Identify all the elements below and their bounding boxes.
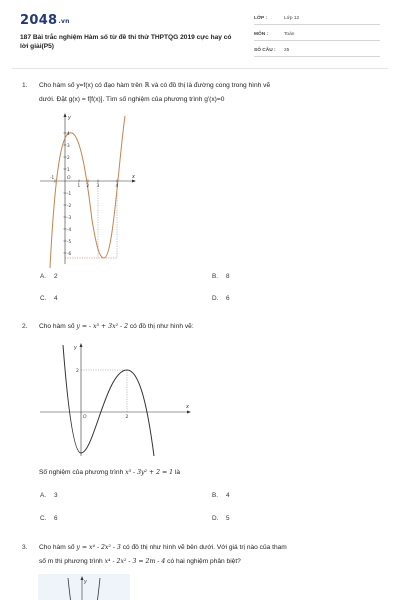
question-1-text-line-2: dưới. Đặt g(x) = f[f(x)]. Tìm số nghiệm của phương trình g'(x)=0 [39, 96, 225, 103]
meta-label: MÔN : [254, 32, 269, 37]
question-2-prompt-formula: x³ - 3y² + 2 = 1 [125, 469, 174, 476]
meta-value: 25 [284, 48, 290, 53]
x-tick-label: 4 [115, 183, 119, 188]
y-tick-label: 2 [76, 369, 79, 374]
question-2-option-d[interactable]: 5 [226, 515, 230, 522]
question-2-graph [36, 340, 196, 460]
meta-value: Lớp 12 [284, 16, 300, 21]
meta-row-subject [254, 29, 380, 41]
question-2-option-a[interactable]: 3 [54, 492, 58, 499]
question-3-line2-post: có hai nghiệm phân biệt? [165, 558, 241, 565]
y-tick-label: 1 [67, 167, 70, 172]
question-2-text-pre: Cho hàm số [39, 323, 77, 330]
meta-value: Toán [284, 32, 295, 37]
question-1-option-d[interactable]: 6 [226, 295, 230, 302]
question-2-option-c[interactable]: 6 [54, 515, 58, 522]
y-tick-label: -5 [67, 239, 72, 244]
x-axis-label: x [186, 404, 189, 410]
site-logo[interactable] [20, 13, 70, 28]
question-3-line2-pre: số m thì phương trình [39, 558, 105, 565]
question-3-number: 3. [22, 544, 28, 551]
meta-row-count [254, 45, 380, 57]
question-1-option-a[interactable]: 2 [54, 273, 58, 280]
question-2-prompt [39, 466, 180, 479]
logo-text: 2048 [20, 13, 58, 28]
question-2-text-post: có đồ thị như hình vẽ: [128, 323, 194, 330]
x-axis-arrow [187, 411, 191, 414]
question-1-option-c[interactable]: 4 [54, 295, 58, 302]
y-axis-arrow [80, 343, 83, 347]
y-tick-label: 2 [67, 155, 70, 160]
y-tick-label: 3 [67, 143, 70, 148]
function-curve [50, 116, 125, 268]
meta-label: SỐ CÂU : [254, 48, 276, 53]
question-3-text-line-1 [39, 541, 287, 554]
y-axis-arrow [64, 113, 67, 117]
header-divider [12, 68, 388, 69]
x-tick-label: 2 [125, 415, 129, 420]
x-axis-label: x [132, 174, 135, 180]
question-1-text-line-1: Cho hàm số y=f(x) có đạo hàm trên ℝ và có đồ thị là đường cong trong hình vẽ [39, 82, 271, 89]
x-tick-label: 2 [86, 183, 90, 188]
question-2-prompt-post: là [173, 469, 181, 476]
question-3-text-line-2 [39, 555, 241, 568]
question-2-option-d-letter: D. [212, 515, 219, 522]
x-tick-label: 3 [96, 183, 100, 188]
y-tick-label: -1 [67, 191, 72, 196]
question-1-option-b[interactable]: 8 [226, 273, 230, 280]
question-2-option-c-letter: C. [40, 515, 47, 522]
question-2-option-b-letter: B. [212, 492, 219, 499]
question-1-number: 1. [22, 82, 28, 89]
question-2-number: 2. [22, 323, 28, 330]
y-tick-label: -4 [67, 227, 72, 232]
question-3-text-mid: có đồ thị như hình vẽ bên dưới. Với giá trị nào của tham [120, 544, 287, 551]
question-3-graph [38, 574, 138, 600]
question-2-formula: y = - x³ + 3x² - 2 [76, 323, 129, 330]
question-3-formula: y = x⁴ - 2x² - 3 [76, 544, 121, 551]
question-3-line2-formula: x⁴ - 2x² - 3 = 2m - 4 [104, 558, 166, 565]
y-axis-label: y [84, 579, 87, 585]
graph-background [38, 574, 130, 600]
y-axis-label: y [68, 115, 71, 121]
y-axis-label: y [74, 345, 77, 351]
y-tick-label: -6 [67, 251, 72, 256]
question-2-option-b[interactable]: 4 [226, 492, 230, 499]
y-tick-label: 4 [67, 131, 70, 136]
meta-row-class [254, 13, 380, 25]
origin-label: O [67, 176, 71, 181]
y-tick-label: -2 [67, 203, 72, 208]
document-title: 187 Bài trắc nghiệm Hàm số từ đề thi thử THPTQG 2019 cực hay có lời giải(P5) [20, 34, 232, 50]
x-tick-label: 1 [77, 183, 81, 188]
x-tick-label: -1 [50, 175, 55, 180]
question-1-option-a-letter: A. [40, 273, 47, 280]
logo-suffix: .vn [58, 18, 70, 25]
y-tick-label: -3 [67, 215, 72, 220]
question-2-prompt-pre: Số nghiệm của phương trình [39, 469, 126, 476]
origin-label: O [83, 415, 87, 420]
question-1-option-b-letter: B. [212, 273, 219, 280]
meta-label: LỚP : [254, 16, 268, 21]
question-1-graph [36, 110, 146, 270]
function-curve [63, 345, 154, 456]
question-3-text-pre: Cho hàm số [39, 544, 77, 551]
question-1-option-c-letter: C. [40, 295, 47, 302]
question-1-option-d-letter: D. [212, 295, 219, 302]
question-2-option-a-letter: A. [40, 492, 47, 499]
question-2-text [39, 320, 194, 333]
